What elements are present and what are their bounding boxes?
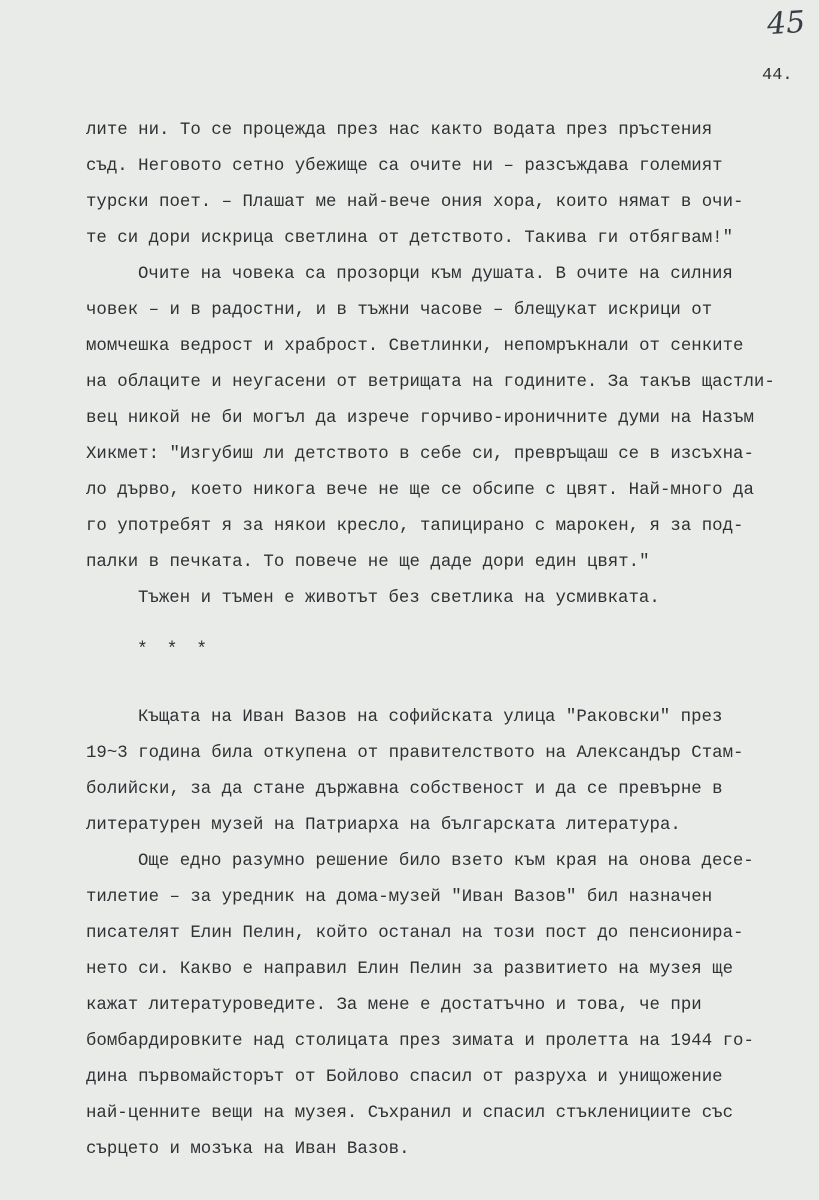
text-line: на облаците и неугасени от ветрищата на годините. За такъв щастли- bbox=[86, 373, 775, 392]
text-line: Очите на човека са прозорци към душата. В очите на силния bbox=[138, 265, 733, 284]
handwritten-page-number: 45 bbox=[765, 4, 807, 43]
text-line: Къщата на Иван Вазов на софийската улица "Раковски" през bbox=[138, 708, 723, 727]
text-line: дина първомайсторът от Бойлово спасил от разруха и унищожение bbox=[86, 1068, 723, 1087]
page-number: 44. bbox=[762, 66, 793, 85]
text-line: турски поет. – Плашат ме най-вече ония хора, които нямат в очи- bbox=[86, 193, 744, 212]
text-line: писателят Елин Пелин, който останал на този пост до пенсионира- bbox=[86, 924, 744, 943]
text-line: Тъжен и тъмен е животът без светлика на усмивката. bbox=[138, 589, 660, 608]
section-separator: * * * bbox=[137, 640, 212, 660]
text-line: Още едно разумно решение било взето към края на онова десе- bbox=[138, 852, 754, 871]
text-line: момчешка ведрост и храброст. Светлинки, непомръкнали от сенките bbox=[86, 337, 744, 356]
text-line: тилетие – за уредник на дома-музей "Иван Вазов" бил назначен bbox=[86, 888, 713, 907]
text-line: ло дърво, което никога вече не ще се обсипе с цвят. Най-много да bbox=[86, 481, 754, 500]
text-line: го употребят я за някои кресло, тапицирано с марокен, я за под- bbox=[86, 517, 744, 536]
text-line: болийски, за да стане държавна собственост и да се превърне в bbox=[86, 780, 723, 799]
text-line: съд. Неговото сетно убежище са очите ни – разсъждава големият bbox=[86, 157, 723, 176]
text-line: палки в печката. То повече не ще даде дори един цвят." bbox=[86, 553, 650, 572]
text-line: литературен музей на Патриарха на българската литература. bbox=[86, 816, 681, 835]
text-line: най-ценните вещи на музея. Съхранил и спасил стъкленициите със bbox=[86, 1104, 734, 1123]
text-line: кажат литературоведите. За мене е достатъчно и това, че при bbox=[86, 996, 702, 1015]
text-line: те си дори искрица светлина от детството. Такива ги отбягвам!" bbox=[86, 229, 734, 248]
text-line: вец никой не би могъл да изрече горчиво-ироничните думи на Назъм bbox=[86, 409, 754, 428]
text-line: сърцето и мозъка на Иван Вазов. bbox=[86, 1140, 410, 1159]
text-block-1 bbox=[86, 113, 786, 617]
text-line: човек – и в радостни, и в тъжни часове – блещукат искрици от bbox=[86, 301, 713, 320]
text-line: бомбардировките над столицата през зимата и пролетта на 1944 го- bbox=[86, 1032, 754, 1051]
text-line: 19~3 година била откупена от правителството на Александър Стам- bbox=[86, 744, 744, 763]
text-line: нето си. Какво е направил Елин Пелин за развитието на музея ще bbox=[86, 960, 734, 979]
text-block-2 bbox=[86, 700, 786, 1168]
text-line: Хикмет: "Изгубиш ли детството в себе си, превръщаш се в изсъхна- bbox=[86, 445, 754, 464]
text-line: лите ни. То се процежда през нас както водата през пръстения bbox=[86, 121, 713, 140]
